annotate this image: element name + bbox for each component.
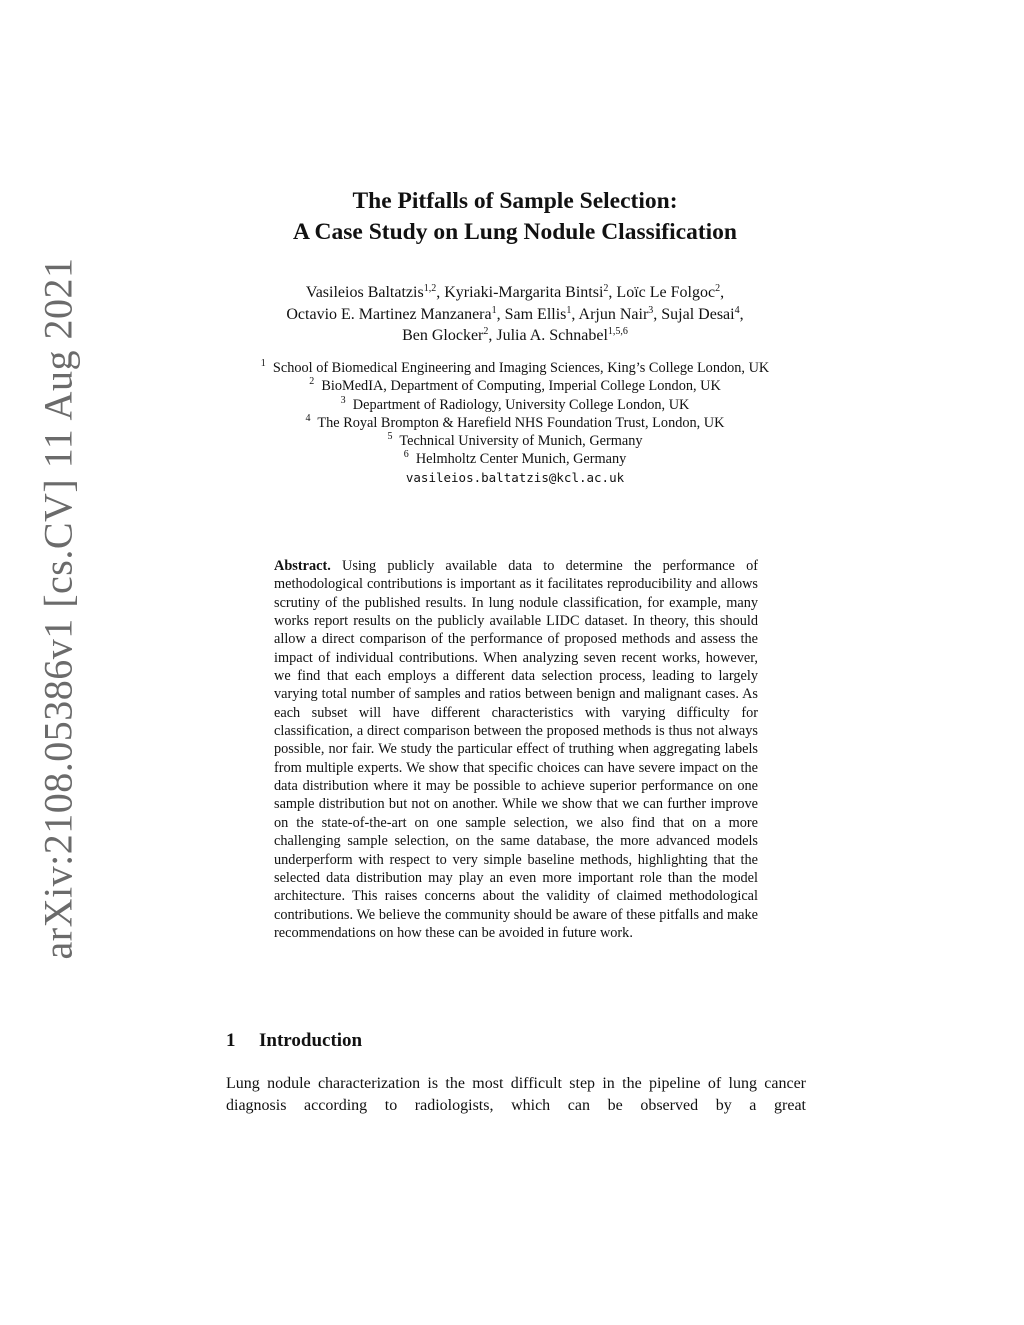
abstract-label: Abstract. [274, 558, 331, 574]
author-name: Octavio E. Martinez Manzanera [286, 305, 492, 323]
author-list [200, 282, 830, 347]
affiliation-number: 6 [403, 449, 409, 461]
author-sep: , [720, 284, 725, 301]
paper-title [180, 186, 850, 248]
affiliation-text: School of Biomedical Engineering and Imaging Sciences, King’s College London, UK [272, 360, 770, 376]
author-name: Julia A. Schnabel [496, 327, 608, 344]
affiliation-text: The Royal Brompton & Harefield NHS Foundation Trust, London, UK [317, 414, 725, 431]
title-line-1: The Pitfalls of Sample Selection: [352, 188, 678, 214]
author-affil-sup: 2 [483, 326, 489, 337]
intro-paragraph [226, 1073, 806, 1116]
contact-email[interactable]: vasileios.baltatzis@kcl.ac.uk [405, 469, 625, 485]
title-line-2: A Case Study on Lung Nodule Classification [293, 219, 737, 245]
author-line-3 [200, 325, 830, 347]
affiliation-number: 2 [309, 376, 315, 388]
affiliation-number: 5 [387, 431, 393, 443]
affiliation-number: 1 [260, 358, 266, 369]
intro-text: Lung nodule characterization is the most difficult step in the pipeline of lung cancer diagnosis according to radiologists, which can be observed by a great [226, 1075, 806, 1114]
affiliation [200, 359, 830, 377]
author-name: Vasileios Baltatzis [305, 284, 424, 301]
affiliation-text: Helmholtz Center Munich, Germany [415, 451, 627, 468]
author-affil-sup: 1 [491, 304, 497, 316]
author-affil-sup: 2 [715, 283, 721, 294]
author-name: Arjun Nair [578, 305, 649, 323]
author-sep: , [608, 284, 617, 301]
author-line-2 [200, 304, 830, 326]
author-affil-sup: 1,2 [423, 283, 437, 294]
section-title: Introduction [259, 1030, 363, 1051]
author-line-1 [200, 282, 830, 304]
author-affil-sup: 1 [566, 304, 572, 316]
arxiv-stamp [26, 257, 90, 960]
affiliation [200, 450, 830, 468]
affiliation-list [200, 359, 830, 487]
author-name: Sam Ellis [504, 305, 567, 323]
author-name: Sujal Desai [661, 305, 735, 323]
section-heading [226, 1030, 362, 1052]
affiliation [200, 414, 830, 432]
author-sep: , [739, 305, 744, 323]
abstract-text: Using publicly available data to determine the performance of methodological contributions is important as it facilitates reproducibility and allows scrutiny of the published results. In lung nodule classification, for example, many works report results on the publicly available LIDC dataset. In theory, this should allow a direct comparison of the performance of proposed methods and assess the impact of individual contributions. When analyzing seven recent works, however, we find that each employs a different data selection process, leading to largely varying total number of samples and ratios between benign and malignant cases. As each subset will have different characteristics with varying difficulty for classification, a direct comparison between the proposed methods is thus not always possible, nor fair. We study the particular effect of truthing when aggregating labels from multiple experts. We show that specific choices can have severe impact on the data distribution where it may be possible to achieve superior performance on one sample distribution but not on another. While we show that we can further improve on the state-of-the-art on one sample selection, we also find that on a more challenging sample selection, on the same database, the more advanced models underperform with respect to very simple baseline methods, highlighting that the selected data distribution may play an even more important role than the model architecture. This raises concerns about the validity of claimed methodological contributions. We believe the community should be aware of these pitfalls and make recommendations on how these can be avoided in future work. [274, 558, 758, 941]
author-name: Ben Glocker [402, 327, 484, 344]
affiliation-number: 3 [340, 394, 346, 406]
affiliation-text: BioMedIA, Department of Computing, Imperial College London, UK [321, 378, 721, 395]
author-affil-sup: 3 [648, 304, 654, 316]
author-sep: , [436, 284, 445, 301]
author-sep: , [571, 305, 579, 323]
section-number: 1 [226, 1030, 236, 1051]
author-affil-sup: 2 [603, 283, 609, 294]
author-name: Loïc Le Folgoc [616, 284, 716, 301]
abstract [274, 557, 758, 942]
affiliation [200, 377, 830, 395]
affiliation-number: 4 [305, 412, 311, 424]
author-sep: , [653, 305, 662, 323]
affiliation [200, 396, 830, 414]
author-affil-sup: 1,5,6 [607, 326, 628, 337]
affiliation-text: Technical University of Munich, Germany [399, 433, 643, 450]
affiliation [200, 432, 830, 450]
arxiv-stamp-text: arXiv:2108.05386v1 [cs.CV] 11 Aug 2021 [35, 257, 81, 960]
author-sep: , [488, 327, 497, 344]
author-name: Kyriaki-Margarita Bintsi [444, 284, 604, 301]
affiliation-text: Department of Radiology, University College London, UK [352, 396, 690, 413]
author-sep: , [496, 305, 505, 323]
author-affil-sup: 4 [734, 304, 740, 316]
